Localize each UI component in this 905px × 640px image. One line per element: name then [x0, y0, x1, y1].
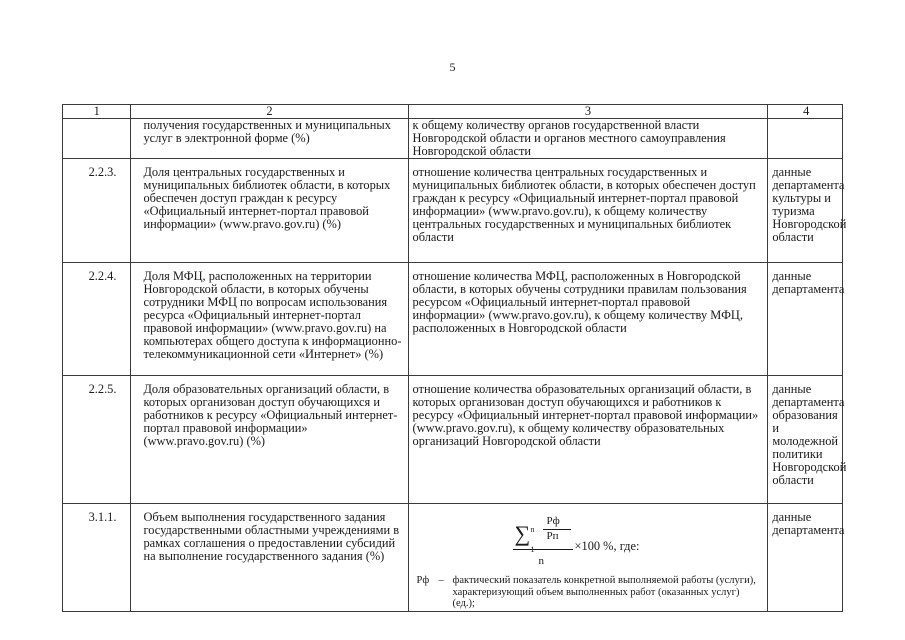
data-source: данные департамента: [768, 263, 843, 376]
row-number: 3.1.1.: [63, 504, 131, 612]
table-row: [63, 504, 843, 612]
calculation-method: к общему количеству органов государственной власти Новгородской области и органов местного самоуправления Новгородской области: [408, 119, 768, 159]
table-row: [63, 263, 843, 376]
sum-symbol: ∑: [514, 521, 531, 546]
calculation-method: [408, 504, 768, 612]
page-number: 5: [449, 60, 456, 74]
calculation-method: отношение количества образовательных организаций области, в которых организован доступ обучающихся и работников к ресурсу «Официальный интернет-портал правовой информации» (www.pravo.gov.ru), к общему количеству образовательных организаций Новгородской области: [408, 376, 768, 504]
formula-tail: ×100 %, где:: [574, 539, 640, 553]
header-cell-3: 3: [408, 105, 768, 119]
formula-legend: [413, 575, 764, 610]
header-cell-1: 1: [63, 105, 131, 119]
indicator-name: Доля МФЦ, расположенных на территории Новгородской области, в которых обучены сотрудники МФЦ по вопросам использования ресурса «Официальный интернет-портал правовой информации» (www.pravo.gov.ru) на компьютерах общего доступа к информационно-телекоммуникационной сети «Интернет» (%): [131, 263, 408, 376]
indicator-name: получения государственных и муниципальных услуг в электронной форме (%): [131, 119, 408, 159]
table-row: [63, 376, 843, 504]
sum-upper-limit: n: [530, 525, 535, 534]
data-source: [768, 119, 843, 159]
indicator-name: Доля образовательных организаций области, в которых организован доступ обучающихся и работников к ресурсу «Официальный интернет-портал правовой информации» (www.pravo.gov.ru) (%): [131, 376, 408, 504]
legend-dash: –: [438, 575, 444, 586]
indicators-table: [62, 104, 847, 612]
data-source: данные департамента образования и молодежной политики Новгородской области: [768, 376, 843, 504]
table-header-row: [63, 105, 843, 119]
row-number: [63, 119, 131, 159]
row-number: 2.2.3.: [63, 159, 131, 263]
header-cell-4: 4: [768, 105, 843, 119]
table-row: [63, 119, 843, 159]
indicator-name: Объем выполнения государственного задания государственными областными учреждениями в рамках соглашения о предоставлении субсидий на выполнение государственного задания (%): [131, 504, 408, 612]
row-number: 2.2.5.: [63, 376, 131, 504]
header-cell-2: 2: [131, 105, 408, 119]
calculation-method: отношение количества центральных государственных и муниципальных библиотек области, в которых обеспечен доступ граждан к ресурсу «Официальный интернет-портал правовой информации» (www.pravo.gov.ru), к общему количеству центральных государственных и муниципальных библиотек области: [408, 159, 768, 263]
legend-text: фактический показатель конкретной выполняемой работы (услуги), характеризующий объем выполненных работ (оказанных услуг) (ед.);: [452, 575, 756, 609]
indicator-name: Доля центральных государственных и муниципальных библиотек области, в которых обеспечен доступ граждан к ресурсу «Официальный интернет-портал правовой информации» (www.pravo.gov.ru) (%): [131, 159, 408, 263]
data-source: данные департамента культуры и туризма Новгородской области: [768, 159, 843, 263]
calculation-formula: [413, 511, 764, 573]
table-row: [63, 159, 843, 263]
main-fraction-line: [513, 549, 573, 550]
sum-lower-limit: 1: [530, 545, 535, 554]
data-source: данные департамента: [768, 504, 843, 612]
calculation-method: отношение количества МФЦ, расположенных в Новгородской области, в которых обучены сотрудники правилам пользования ресурсом «Официальный интернет-портал правовой информации» (www.pravo.gov.ru), к общему количеству МФЦ, расположенных в Новгородской области: [408, 263, 768, 376]
formula-numerator: Рф: [546, 515, 560, 527]
row-number: 2.2.4.: [63, 263, 131, 376]
formula-denominator: Рп: [546, 530, 559, 542]
formula-divisor: n: [538, 555, 545, 567]
legend-symbol: Рф: [416, 575, 430, 586]
